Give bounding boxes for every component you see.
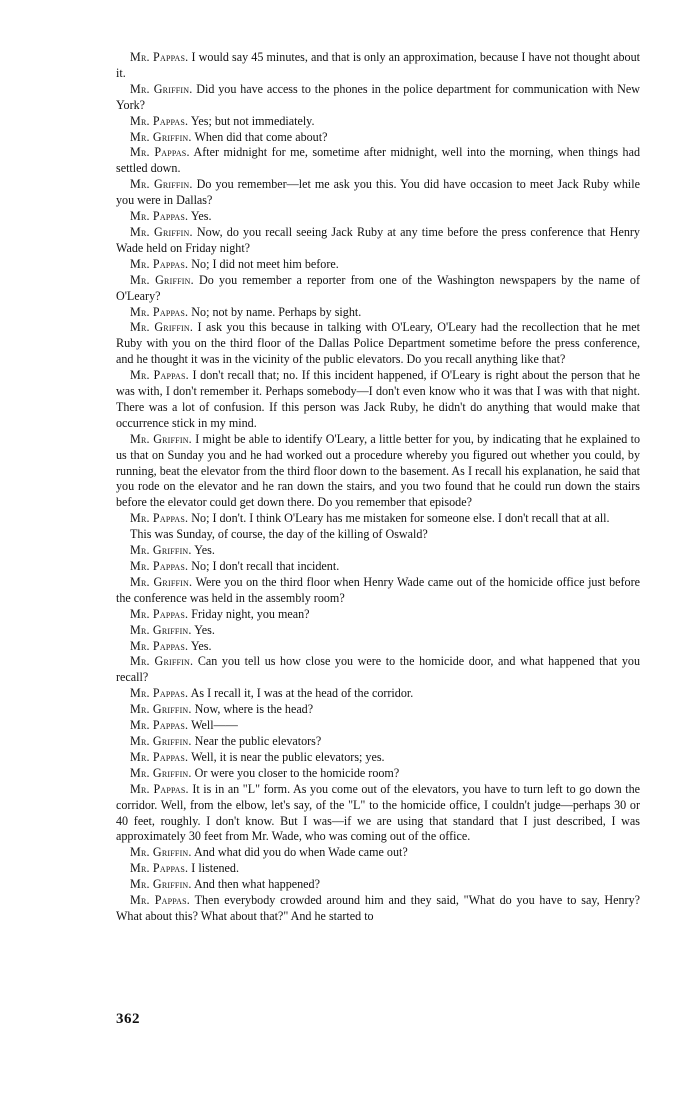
speaker-name: Mr. Pappas.: [130, 113, 189, 128]
transcript-paragraph: [116, 782, 640, 846]
speech-text: Yes; but not immediately.: [190, 113, 315, 128]
speech-text: Well——: [191, 718, 238, 733]
speaker-name: Mr. Pappas.: [130, 559, 189, 573]
speech-text: Yes.: [194, 543, 215, 558]
transcript-paragraph: [116, 82, 640, 114]
speech-text: Yes.: [190, 209, 212, 224]
page-number: 362: [116, 1011, 140, 1027]
speaker-name: Mr. Griffin.: [130, 733, 192, 748]
speech-text: It is in an "L" form. As you come out of the elevators, you have to turn left to go down the corridor. Well, from the elbow, let's say, of the "L" to the homicide office, I couldn't judge—perhaps 30 or 40 feet, roughly. I don't know. But I was—if we are using that standard that I just described, I was approximately 30 feet from Mr. Wade, who was coming out of the office.: [116, 781, 640, 844]
speaker-name: Mr. Pappas.: [130, 304, 189, 319]
speech-text: Yes.: [190, 638, 212, 653]
transcript-paragraph: [116, 209, 640, 225]
speaker-name: Mr. Pappas.: [130, 718, 189, 733]
transcript-paragraph: [116, 177, 640, 209]
speech-text: Were you on the third floor when Henry Wade came out of the homicide office just before the conference was held in the assembly room?: [116, 574, 641, 605]
speaker-name: Mr. Griffin.: [130, 320, 194, 335]
speech-text: I listened.: [191, 861, 239, 876]
transcript-paragraph: [116, 527, 640, 543]
transcript-paragraph: [116, 607, 640, 623]
speaker-name: Mr. Griffin.: [130, 622, 192, 637]
speech-text: I would say 45 minutes, and that is only an approximation, because I have not thought about it.: [116, 50, 640, 80]
speech-text: Friday night, you mean?: [191, 606, 310, 621]
speaker-name: Mr. Griffin.: [130, 81, 193, 96]
transcript-paragraph: [116, 145, 640, 177]
transcript-paragraph: [116, 766, 640, 782]
speaker-name: Mr. Pappas.: [130, 606, 189, 621]
speech-text: I don't recall that; no. If this incident happened, if O'Leary is right about the person that he was with, I don't remember it. Perhaps somebody—I don't even know who it was that I was with that night. There was a lot of confusion. If this person was Jack Ruby, he didn't do anything that would make that occurrence stick in my mind.: [116, 368, 640, 430]
transcript-paragraph: [116, 559, 640, 575]
transcript-paragraph: [116, 273, 640, 305]
speaker-name: Mr. Pappas.: [130, 209, 189, 224]
speaker-name: Mr. Pappas.: [130, 749, 189, 764]
speech-text: Do you remember—let me ask you this. You did have occasion to meet Jack Ruby while you were in Dallas?: [116, 177, 640, 208]
speaker-name: Mr. Pappas.: [130, 368, 189, 383]
transcript-paragraph: [116, 734, 640, 750]
speech-text: No; I did not meet him before.: [191, 256, 339, 271]
transcript-paragraph: [116, 686, 640, 702]
speech-text: Near the public elevators?: [194, 733, 322, 748]
speech-text: No; not by name. Perhaps by sight.: [191, 304, 362, 319]
speech-text: No; I don't. I think O'Leary has me mistaken for someone else. I don't recall that at all.: [191, 511, 610, 526]
transcript-paragraph: [116, 543, 640, 559]
transcript-paragraph: [116, 320, 640, 368]
transcript-paragraph: [116, 511, 640, 527]
transcript-paragraph: [116, 877, 640, 893]
speaker-name: Mr. Pappas.: [130, 781, 189, 796]
transcript-paragraph: [116, 575, 640, 607]
transcript-paragraph: [116, 639, 640, 655]
transcript-paragraph: [116, 114, 640, 130]
transcript-paragraph: [116, 50, 640, 82]
speech-text: Can you tell us how close you were to the homicide door, and what happened that you recall?: [116, 654, 640, 685]
transcript-page: [116, 50, 640, 925]
transcript-paragraph: [116, 893, 640, 925]
speech-text: I ask you this because in talking with O'Leary, O'Leary had the recollection that he met Ruby with you on the third floor of the Dallas Police Department sometime before the press conference, and he thought it was in the vicinity of the public elevators. Do you recall anything like that?: [116, 320, 640, 367]
speaker-name: Mr. Pappas.: [130, 861, 189, 876]
speech-text: Now, where is the head?: [194, 702, 314, 717]
transcript-paragraph: [116, 257, 640, 273]
speaker-name: Mr. Pappas.: [130, 256, 189, 271]
speech-text: Did you have access to the phones in the police department for communication with New York?: [116, 81, 640, 112]
speaker-name: Mr. Griffin.: [130, 272, 194, 287]
speaker-name: Mr. Pappas.: [130, 50, 189, 64]
speaker-name: Mr. Pappas.: [130, 893, 191, 908]
speaker-name: Mr. Griffin.: [130, 543, 192, 558]
speech-text: Yes.: [194, 622, 215, 637]
speech-text: Do you remember a reporter from one of the Washington newspapers by the name of O'Leary?: [116, 272, 640, 303]
transcript-paragraph: [116, 225, 640, 257]
transcript-paragraph: [116, 654, 640, 686]
speech-text: As I recall it, I was at the head of the corridor.: [190, 686, 414, 701]
speaker-name: Mr. Pappas.: [130, 686, 189, 701]
speaker-name: Mr. Griffin.: [130, 431, 192, 446]
speech-text: Then everybody crowded around him and they said, "What do you have to say, Henry? What about this? What about that?" And he started to: [116, 893, 640, 923]
speech-text: When did that come about?: [194, 129, 328, 144]
transcript-paragraph: [116, 845, 640, 861]
speaker-name: Mr. Griffin.: [130, 845, 192, 860]
speaker-name: Mr. Griffin.: [130, 129, 192, 144]
transcript-paragraph: [116, 130, 640, 146]
speech-text: After midnight for me, sometime after midnight, well into the morning, when things had settled down.: [116, 145, 640, 176]
speaker-name: Mr. Griffin.: [130, 702, 192, 717]
transcript-paragraph: [116, 750, 640, 766]
speech-text: This was Sunday, of course, the day of the killing of Oswald?: [130, 527, 428, 542]
speaker-name: Mr. Griffin.: [130, 654, 194, 669]
speech-text: And then what happened?: [194, 877, 320, 892]
transcript-paragraph: [116, 368, 640, 432]
transcript-paragraph: [116, 702, 640, 718]
speech-text: Well, it is near the public elevators; yes.: [191, 749, 385, 764]
speaker-name: Mr. Pappas.: [130, 638, 189, 653]
transcript-paragraph: [116, 861, 640, 877]
transcript-paragraph: [116, 623, 640, 639]
speaker-name: Mr. Griffin.: [130, 224, 193, 239]
speech-text: I might be able to identify O'Leary, a little better for you, by indicating that he explained to us that on Sunday you and he had worked out a procedure whereby you figured out whether you could, by running, beat the elevator from the third floor down to the basement. As I recall his explanation, he said that you rode on the elevator and he ran down the stairs, and you two found that he could run down the stairs before the elevator could get down there. Do you remember that episode?: [116, 431, 640, 510]
transcript-paragraph: [116, 305, 640, 321]
transcript-paragraph: [116, 718, 640, 734]
speech-text: No; I don't recall that incident.: [191, 559, 340, 573]
speaker-name: Mr. Griffin.: [130, 574, 193, 589]
speech-text: Or were you closer to the homicide room?: [194, 765, 400, 780]
speaker-name: Mr. Griffin.: [130, 765, 192, 780]
speech-text: Now, do you recall seeing Jack Ruby at any time before the press conference that Henry Wade held on Friday night?: [116, 224, 640, 255]
speaker-name: Mr. Pappas.: [130, 511, 189, 526]
speaker-name: Mr. Pappas.: [130, 145, 190, 160]
transcript-paragraph: [116, 432, 640, 512]
speech-text: And what did you do when Wade came out?: [194, 845, 408, 860]
speaker-name: Mr. Griffin.: [130, 177, 193, 192]
speaker-name: Mr. Griffin.: [130, 877, 192, 892]
